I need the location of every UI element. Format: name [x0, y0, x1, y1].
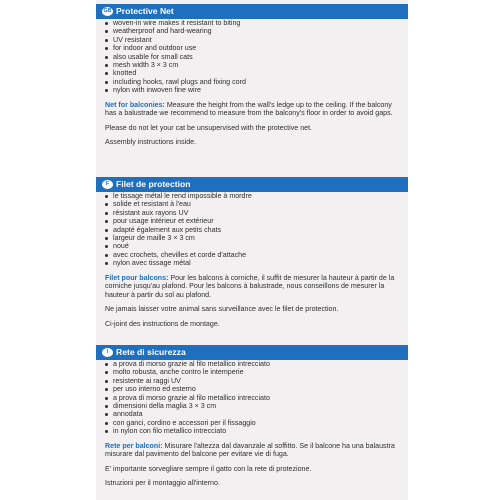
list-item: per uso interno ed esterno	[105, 385, 408, 393]
note-text: Pour les balcons à corniche, il suffit de mesurer la hauteur à partir de la corniche jusqu'au plafond. Pour les balcons à balustrade, nous conseillons de mesurer la hauteur à partir du sol au plafond.	[105, 273, 395, 299]
list-item: knotted	[105, 69, 408, 77]
language-badge: GB	[103, 8, 112, 14]
warning-text: Ne jamais laisser votre animal sans surveillance avec le filet de protection.	[105, 305, 339, 314]
list-item: a prova di morso grazie al filo metallico intrecciato	[105, 360, 408, 368]
balcony-note	[96, 101, 408, 118]
list-item: UV resistant	[105, 36, 408, 44]
list-item: in nylon con filo metallico intrecciato	[105, 427, 408, 435]
list-item: dimensioni della maglia 3 × 3 cm	[105, 402, 408, 410]
feature-list	[96, 192, 408, 268]
list-item: avec crochets, chevilles et corde d'attache	[105, 251, 408, 259]
list-item: annodata	[105, 410, 408, 418]
list-item: also usable for small cats	[105, 53, 408, 61]
section-italian	[96, 345, 408, 488]
note-label: Net for balconies:	[105, 100, 165, 109]
note-label: Filet pour balcons:	[105, 273, 169, 282]
feature-list	[96, 19, 408, 95]
feature-list	[96, 360, 408, 436]
section-french	[96, 177, 408, 328]
list-item: resistente ai raggi UV	[105, 377, 408, 385]
list-item: noué	[105, 242, 408, 250]
list-item: solide et resistant à l'eau	[105, 200, 408, 208]
note-text: Measure the height from the wall's ledge up to the ceiling. If the balcony has a balustrade we recommend to measure from the balcony's floor in order to avoid gaps.	[105, 100, 393, 118]
section-title: Rete di sicurezza	[116, 347, 186, 357]
balcony-note	[96, 274, 408, 300]
section-header	[96, 345, 408, 360]
note-text: Misurare l'altezza dal davanzale al soffitto. Se il balcone ha una balaustra misurare dal pavimento del balcone per evitare vie di fuga.	[105, 441, 395, 459]
language-badge: I	[102, 348, 113, 357]
list-item: adapté également aux petits chats	[105, 226, 408, 234]
list-item: a prova di morso grazie al filo metallico intrecciato	[105, 394, 408, 402]
list-item: weatherproof and hard-wearing	[105, 27, 408, 35]
instruction-leaflet	[96, 0, 408, 500]
assembly-text: Assembly instructions inside.	[105, 138, 197, 147]
list-item: pour usage intérieur et extérieur	[105, 217, 408, 225]
list-item: nylon with inwoven fine wire	[105, 86, 408, 94]
section-english	[96, 4, 408, 147]
warning-text: Please do not let your cat be unsupervised with the protective net.	[105, 123, 313, 132]
list-item: con ganci, cordino e accessori per il fissaggio	[105, 419, 408, 427]
section-header	[96, 177, 408, 192]
list-item: molto robusta, anche contro le intemperie	[105, 368, 408, 376]
section-title: Protective Net	[116, 6, 174, 16]
list-item: largeur de maille 3 × 3 cm	[105, 234, 408, 242]
assembly-text: Ci-joint des instructions de montage.	[105, 319, 220, 328]
note-label: Rete per balconi:	[105, 441, 163, 450]
balcony-note	[96, 442, 408, 459]
list-item: woven-in wire makes it resistant to biting	[105, 19, 408, 27]
warning-text: E' importante sorvegliare sempre il gatto con la rete di protezione.	[105, 464, 312, 473]
list-item: for indoor and outdoor use	[105, 44, 408, 52]
list-item: including hooks, rawl plugs and fixing cord	[105, 78, 408, 86]
section-title: Filet de protection	[116, 179, 191, 189]
list-item: mesh width 3 × 3 cm	[105, 61, 408, 69]
section-header	[96, 4, 408, 19]
language-badge: F	[102, 180, 113, 189]
list-item: nylon avec tissage métal	[105, 259, 408, 267]
list-item: le tissage métal le rend impossible à mordre	[105, 192, 408, 200]
assembly-text: Istruzioni per il montaggio all'interno.	[105, 479, 220, 488]
list-item: résistant aux rayons UV	[105, 209, 408, 217]
